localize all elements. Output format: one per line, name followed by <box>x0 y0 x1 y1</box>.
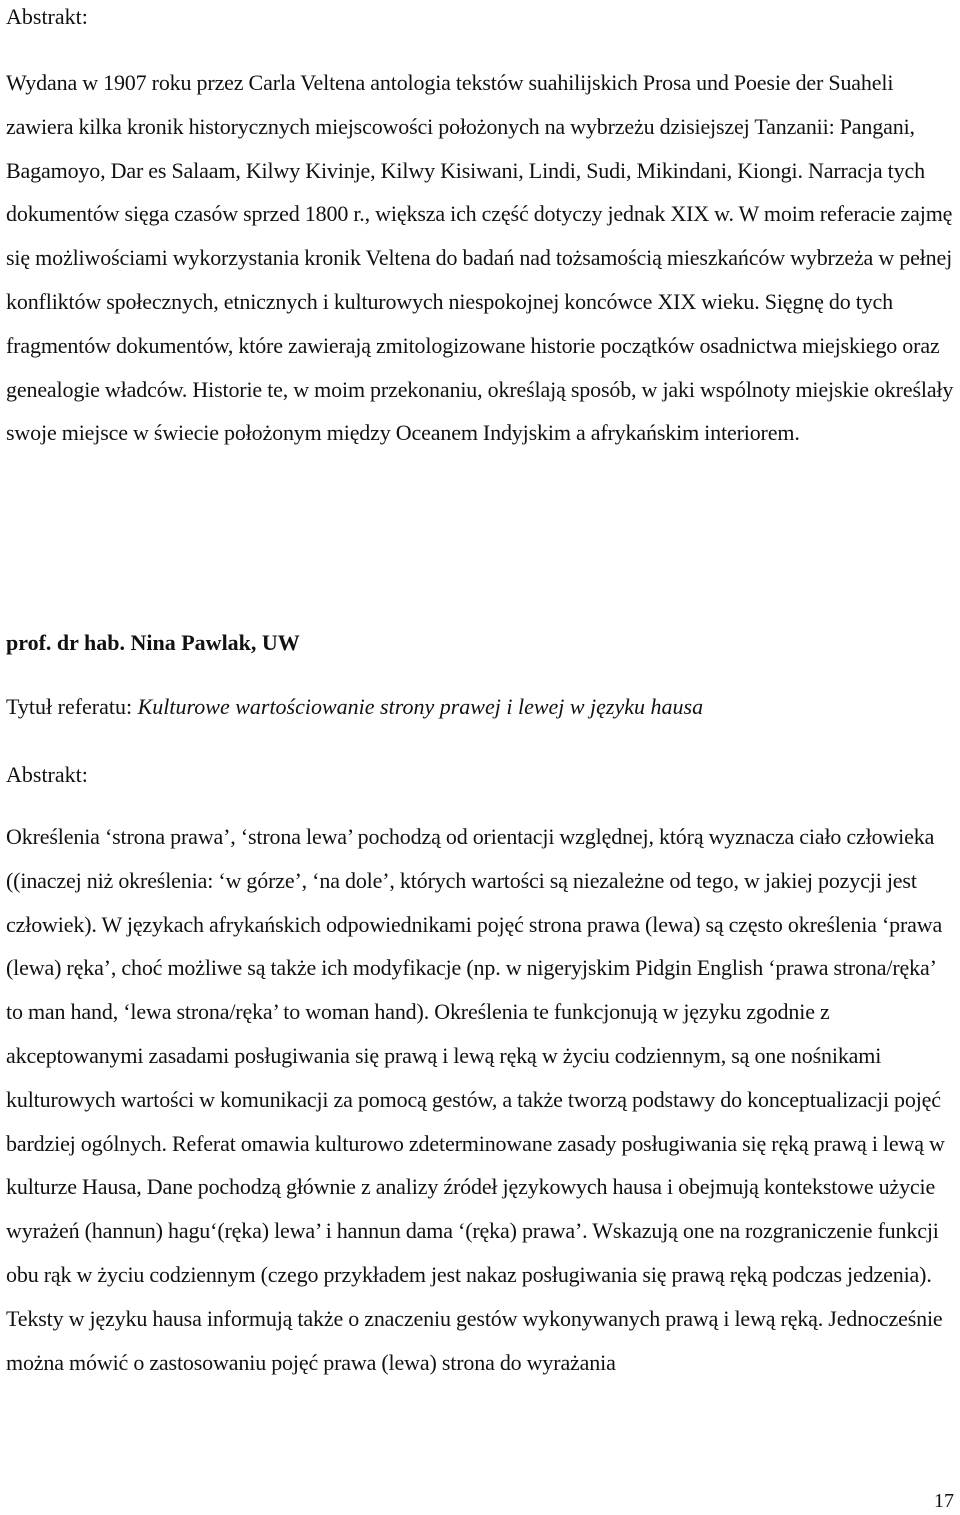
abstract-label: Abstrakt: <box>6 762 88 787</box>
page-number: 17 <box>934 1490 954 1512</box>
abstract-label: Abstrakt: <box>6 4 88 29</box>
talk-title-line <box>6 692 703 722</box>
abstract-paragraph: Wydana w 1907 roku przez Carla Veltena antologia tekstów suahilijskich Prosa und Poesie der Suaheli zawiera kilka kronik historycznych miejscowości położonych na wybrzeżu dzisiejszej Tanzanii: Pangani, Bagamoyo, Dar es Salaam, Kilwy Kivinje, Kilwy Kisiwani, Lindi, Sudi, Mikindani, Kiongi. Narracja tych dokumentów sięga czasów sprzed 1800 r., większa ich część dotyczy jednak XIX w. W moim referacie zajmę się możliwościami wykorzystania kronik Veltena do badań nad tożsamością mieszkańców wybrzeża w pełnej konfliktów społecznych, etnicznych i kulturowych niespokojnej koncówce XIX wieku. Sięgnę do tych fragmentów dokumentów, które zawierają zmitologizowane historie początków osadnictwa miejskiego oraz genealogie władców. Historie te, w moim przekonaniu, określają sposób, w jaki wspólnoty miejskie określały swoje miejsce w świecie położonym między Oceanem Indyjskim a afrykańskim interiorem. <box>6 70 954 446</box>
talk-title: Kulturowe wartościowanie strony prawej i lewej w języku hausa <box>137 694 704 719</box>
abstract-paragraph: Określenia ‘strona prawa’, ‘strona lewa’ pochodzą od orientacji względnej, którą wyznacza ciało człowieka ((inaczej niż określenia: ‘w górze’, ‘na dole’, których wartości są niezależne od tego, w jakiej pozycji jest człowiek). W językach afrykańskich odpowiednikami pojęć strona prawa (lewa) są często określenia ‘prawa (lewa) ręka’, choć możliwe są także ich modyfikacje (np. w nigeryjskim Pidgin English ‘prawa strona/ręka’ to man hand, ‘lewa strona/ręka’ to woman hand). Określenia te funkcjonują w języku zgodnie z akceptowanymi zasadami posługiwania się prawą i lewą ręką w życiu codziennym, są one nośnikami kulturowych wartości w komunikacji za pomocą gestów, a także tworzą podstawy do konceptualizacji pojęć bardziej ogólnych. Referat omawia kulturowo zdeterminowane zasady posługiwania się ręką prawą i lewą w kulturze Hausa, Dane pochodzą głównie z analizy źródeł językowych hausa i obejmują kontekstowe użycie wyrażeń (hannun) hagu‘(ręka) lewa’ i hannun dama ‘(ręka) prawa’. Wskazują one na rozgraniczenie funkcji obu rąk w życiu codziennym (czego przykładem jest nakaz posługiwania się prawą ręką podczas jedzenia). Teksty w języku hausa informują także o znaczeniu gestów wykonywanych prawą i lewą ręką. Jednocześnie można mówić o zastosowaniu pojęć prawa (lewa) strona do wyrażania <box>6 824 945 1375</box>
document-page <box>6 0 956 1375</box>
talk-title-prefix: Tytuł referatu: <box>6 694 138 719</box>
speaker-name: prof. dr hab. Nina Pawlak, UW <box>6 630 300 655</box>
